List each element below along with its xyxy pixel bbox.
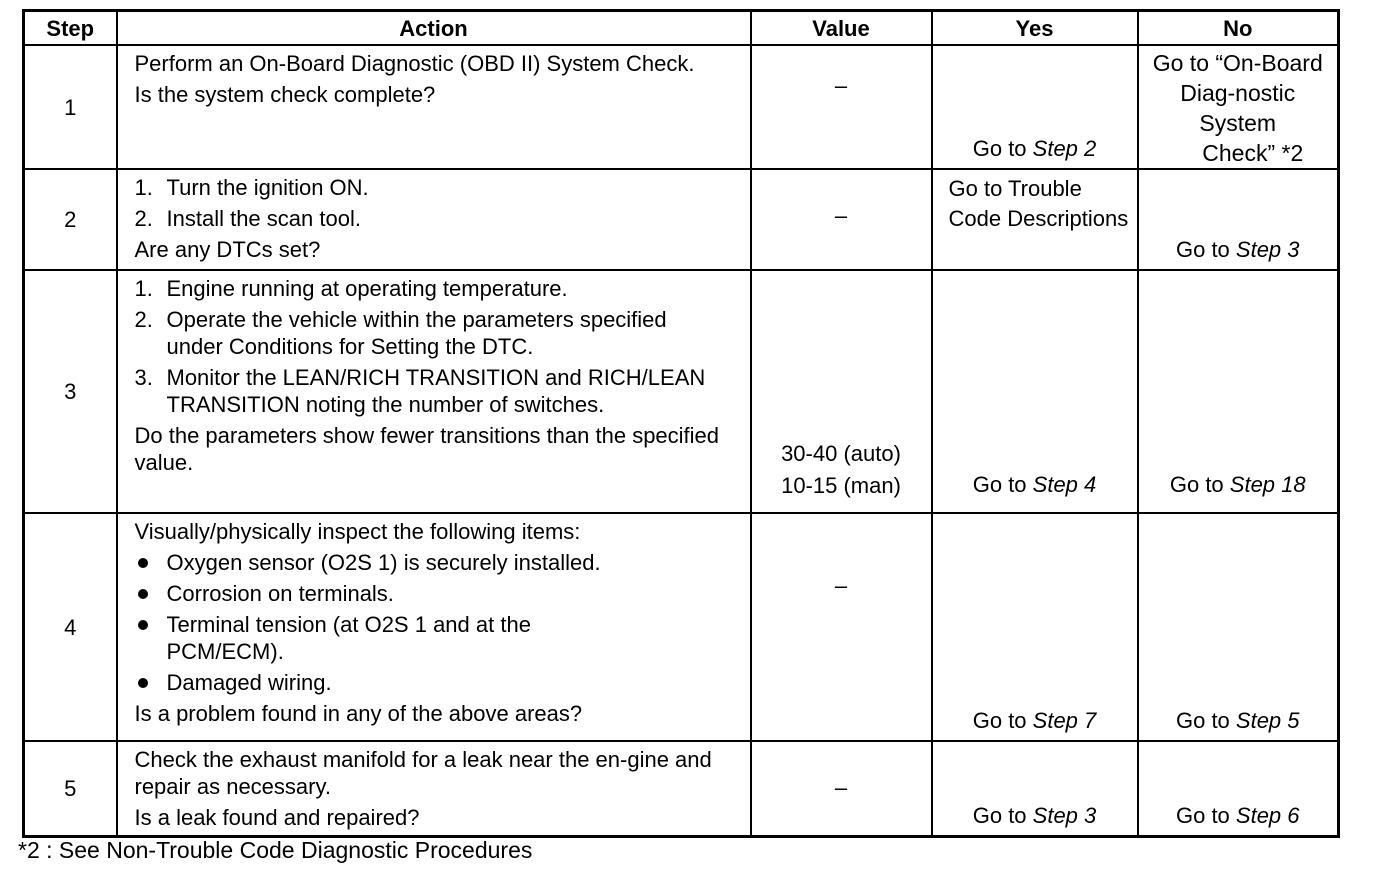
action-list-item: 1. Engine running at operating temperature. — [134, 276, 568, 301]
footnote: *2 : See Non-Trouble Code Diagnostic Procedures — [18, 837, 533, 863]
table-row-step-3 — [24, 270, 1339, 513]
yes-cell — [932, 45, 1138, 169]
action-list-item: 2. Operate the vehicle within the parameters specified under Conditions for Setting the DTC. — [134, 307, 667, 359]
bullet-icon — [138, 678, 148, 688]
value-range: 30-40 (auto) 10-15 (man) — [781, 441, 901, 498]
no-text: Go to Step 5 — [1175, 708, 1300, 733]
header-no: No — [1138, 11, 1339, 46]
step-number: 5 — [24, 741, 117, 836]
action-list-item: 2. Install the scan tool. — [134, 206, 361, 231]
action-cell — [117, 45, 751, 169]
action-cell — [117, 169, 751, 270]
yes-cell — [932, 741, 1138, 836]
action-question: Is the system check complete? — [134, 82, 436, 107]
value-dash: – — [834, 73, 848, 98]
no-text: Go to Step 18 — [1169, 472, 1306, 497]
action-text: Perform an On-Board Diagnostic (OBD II) System Check. — [134, 51, 695, 76]
value-cell — [751, 741, 932, 836]
header-action: Action — [117, 11, 751, 46]
value-cell — [751, 45, 932, 169]
diagnostic-table — [22, 9, 1340, 838]
yes-text: Go to Step 7 — [972, 708, 1097, 733]
yes-text: Go to Step 2 — [972, 136, 1097, 161]
value-cell — [751, 169, 932, 270]
table-row-step-2 — [24, 169, 1339, 270]
header-step: Step — [24, 11, 117, 46]
action-intro: Visually/physically inspect the following items: — [134, 519, 581, 544]
no-cell — [1138, 270, 1339, 513]
yes-text: Go to Trouble Code Descriptions — [948, 176, 1129, 231]
value-dash: – — [834, 775, 848, 800]
no-text: Go to “On-Board Diag-nostic System Check” *2 — [1152, 50, 1323, 166]
action-question: Do the parameters show fewer transitions than the specified value. — [134, 423, 720, 475]
header-row — [24, 11, 1339, 46]
action-question: Is a problem found in any of the above areas? — [134, 701, 583, 726]
value-cell — [751, 513, 932, 741]
action-cell — [117, 513, 751, 741]
action-question: Are any DTCs set? — [134, 237, 321, 262]
yes-cell — [932, 169, 1138, 270]
bullet-item: Terminal tension (at O2S 1 and at the PCM/ECM). — [135, 611, 607, 665]
value-cell — [751, 270, 932, 513]
value-dash: – — [834, 573, 848, 598]
bullet-icon — [138, 620, 148, 630]
step-number: 2 — [24, 169, 117, 270]
action-cell — [117, 741, 751, 836]
no-cell — [1138, 741, 1339, 836]
table-row-step-5 — [24, 741, 1339, 836]
action-list-item: 3. Monitor the LEAN/RICH TRANSITION and RICH/LEAN TRANSITION noting the number of switches. — [134, 365, 706, 417]
bullet-item: Corrosion on terminals. — [135, 580, 742, 607]
no-cell — [1138, 169, 1339, 270]
action-list-item: 1. Turn the ignition ON. — [134, 175, 369, 200]
bullet-icon — [138, 558, 148, 568]
table-row-step-1 — [24, 45, 1339, 169]
step-number: 4 — [24, 513, 117, 741]
action-question: Is a leak found and repaired? — [134, 805, 420, 830]
header-value: Value — [751, 11, 932, 46]
no-cell — [1138, 45, 1339, 169]
table-row-step-4 — [24, 513, 1339, 741]
no-cell — [1138, 513, 1339, 741]
yes-cell — [932, 513, 1138, 741]
action-text: Check the exhaust manifold for a leak near the en-gine and repair as necessary. — [134, 747, 712, 799]
step-number: 3 — [24, 270, 117, 513]
header-yes: Yes — [932, 11, 1138, 46]
yes-text: Go to Step 3 — [972, 802, 1097, 828]
value-dash: – — [834, 203, 848, 228]
no-text: Go to Step 3 — [1175, 237, 1300, 262]
yes-cell — [932, 270, 1138, 513]
bullet-item: Oxygen sensor (O2S 1) is securely installed. — [135, 549, 742, 576]
no-text: Go to Step 6 — [1175, 802, 1300, 828]
bullet-icon — [138, 589, 148, 599]
yes-text: Go to Step 4 — [972, 472, 1097, 497]
bullet-item: Damaged wiring. — [135, 669, 742, 696]
step-number: 1 — [24, 45, 117, 169]
action-cell — [117, 270, 751, 513]
